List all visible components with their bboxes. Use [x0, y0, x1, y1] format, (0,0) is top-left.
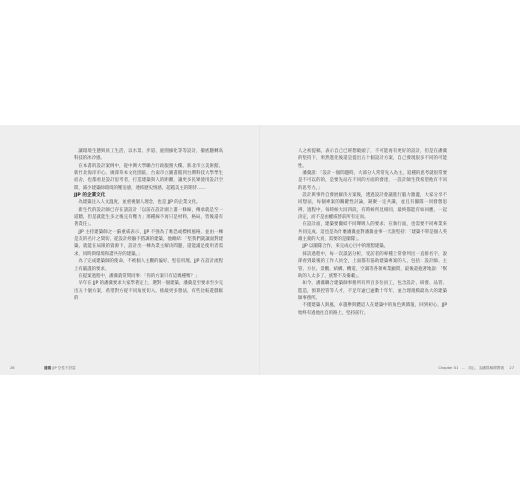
body-paragraph: 採訪過程中，每一次談話分析，受訪者的專種上常會列出一直排名字，說卻看到最後的工作人員全，上面都有協助建築專案的人，包括：設計師、主管、方位、景觀、結構、機電、空調等各領專業顧問，最後還抱著地說：「幫助的人太多了，族繁不及備載」。	[298, 251, 447, 279]
body-paragraph: 如今，潘冀聯合建築師事務所有所百多位員工，包含設計、研發、品管、監造，預算控管等人才，不足年逾已逾數十年年，並合理規模最為大的建築師事務所。	[298, 281, 447, 301]
body-paragraph: 在提案過程中，潘冀就常問同事：「你的方案只有這幾種嗎？」	[78, 273, 200, 279]
body-paragraph: 新生代的設計師已存在諸設計「以前在設計圖上畫一條線，傳承就是至一道牆，但是就能生多之後完有壓力」那種線不再只是材料，格局，皆後還有著責任」。	[74, 207, 223, 228]
running-head-chapter: Chapter 01	[438, 366, 459, 370]
body-paragraph: 讓環境生態與員工生活，以水景、步道、庭園綠化等等設計，徹底翻轉高科技的冰冷感。	[74, 149, 223, 162]
body-paragraph: 在本書的設計案例中，從中興大學聯合行政服務大樓、新北市立美術館、新竹北海岸市心、廣澤草本文化園區，台南市立圖書館到台灣科技大學學生宿舍，也都看見設計思考者，打造建築與人的距離，讓更多民眾使用設計空間，減少建築師環境的壓迫感，連結歷史情感，超越美主的期待……	[74, 163, 223, 191]
body-paragraph: JJP 主持建築師之一蘇重威表示，JJP 不強為了唯恐或標榜風格，並由一棟是友的名片之間切，從設計經驗不搭調的建築，他總結：「堅我們就讓面對建築，就能在局限的資源下，設計出一棟為業主解決問題，還能滿足使用者需求，同時與環境和諧共存的建築。」	[74, 229, 223, 257]
running-head-title-right: 初心．為團隊解開問號	[468, 366, 504, 370]
body-paragraph: 早年在 JJP 的潘冀要求大家學著定上，選對一個建築，潘冀是至要求至少完出五十個方案，希望對方從不同角度切入，推敲更多想法，有些比較遊戲鬆的	[74, 281, 223, 301]
body-paragraph: 不僅建築人與風，卓越參與體這人在建築中的角色與價值，回到初心，JJP 始終有過他往自的路上，堅持前行。	[298, 303, 447, 316]
body-paragraph: 為了完成建築師的使命，不被個人主觀的偏好，堅信用理。JJP 在設計流程上有嚴謹的要求。	[74, 259, 223, 272]
book-spread	[0, 125, 520, 375]
running-head-title-left: JJP 空性不設雷	[52, 366, 76, 370]
left-page	[0, 125, 260, 375]
running-head-separator: —	[461, 366, 466, 370]
running-head-left	[44, 366, 76, 371]
body-paragraph: JJP 以團隊合作，來完成心目中的理想建築。	[302, 244, 389, 250]
running-head-right	[438, 366, 504, 371]
running-head-brand: 潘冀	[44, 366, 52, 370]
body-paragraph: 設計與事件自發展解決方案後，透過設計會議進行腦力激盪，大家分享不同想法，每個專案的關鍵性討論，凝聚一定共識，並且有團隊一同發想思辨，過程中，每時候大同四段，有時候所見相同，最終都能有如回應，一起決定，而不是由權威替前所有定而。	[298, 193, 447, 221]
body-paragraph: 人之初提稿，表示自己已經想破頭了，不可能再有更好的設計，但是在潘冀的堅持下，果然進化後還是提出五十個設計方案，自己發現很多不同的可能性。	[298, 149, 447, 169]
section-heading: JJP 的企業文化	[74, 193, 106, 199]
left-page-body	[74, 148, 223, 302]
page-number-right: 27	[509, 366, 514, 370]
right-page-body	[298, 148, 447, 317]
body-paragraph: 為建築注入人文溫度，並重視個人理念，也是 JJP 的企業文化。	[78, 200, 201, 206]
body-paragraph: 潘冀說：「設計一個問題時，大部分人常常先入為主，追種的思考就很常要是不可以的的，是要先站在不同的方面的發達，一設計師生我希望他有不同的思考力。」	[298, 171, 447, 191]
right-page	[260, 125, 520, 375]
body-paragraph: 在設計面，建築要團結不同聲吸人的要求；在執行面，也需要不同專業來共同完成，這也是為什麼潘冀並對潘冀並事一天說堅持：「建築不單是個人英雄主義的大貢，需要的是團隊」。	[298, 222, 447, 243]
page-number-left: 26	[10, 366, 15, 370]
